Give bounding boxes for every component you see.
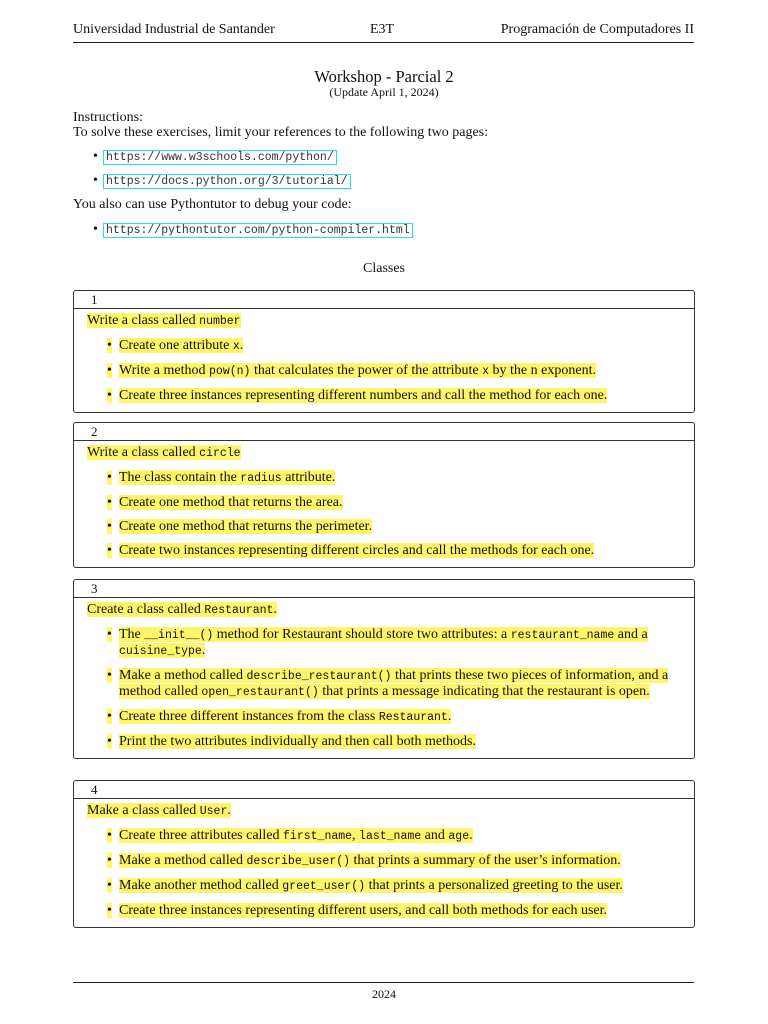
python-docs-link[interactable]: https://docs.python.org/3/tutorial/ xyxy=(103,174,351,189)
text-run: by the n exponent. xyxy=(489,363,596,378)
list-item xyxy=(107,828,682,844)
page-title: Workshop - Parcial 2 xyxy=(314,67,454,86)
highlighted-text xyxy=(87,445,241,460)
highlighted-text xyxy=(119,495,343,510)
code-snippet: radius xyxy=(240,472,282,485)
highlighted-text xyxy=(87,313,241,328)
text-run: Create one attribute xyxy=(119,338,233,353)
bullet-icon: • xyxy=(107,543,112,558)
text-run: . xyxy=(227,803,231,818)
text-run: that prints a summary of the user’s information. xyxy=(350,853,621,868)
highlighted-text xyxy=(119,470,335,485)
code-snippet: restaurant_name xyxy=(510,629,615,642)
list-item xyxy=(107,363,682,379)
section-title: Classes xyxy=(363,261,405,276)
text-run: attribute. xyxy=(281,470,336,485)
highlighted-text xyxy=(87,602,277,617)
bullet-icon: • xyxy=(107,470,112,485)
code-snippet: Restaurant xyxy=(378,711,448,724)
code-snippet: first_name xyxy=(283,830,353,843)
code-snippet: greet_user() xyxy=(282,880,366,893)
exercise-number: 4 xyxy=(91,782,98,797)
exercise-box-4 xyxy=(73,780,695,928)
highlighted-text xyxy=(119,668,668,699)
text-run: Create two instances representing different circles and call the methods for each one. xyxy=(119,543,595,558)
text-run: Create three different instances from the class xyxy=(119,709,379,724)
exercise-task-list xyxy=(87,338,682,403)
bullet-icon: • xyxy=(107,668,112,683)
bullet-icon: • xyxy=(93,222,98,237)
list-item xyxy=(107,668,682,700)
text-run: Make a class called xyxy=(87,803,200,818)
highlighted-text xyxy=(119,734,476,749)
text-run: that calculates the power of the attribute xyxy=(250,363,483,378)
list-item xyxy=(107,853,682,869)
bullet-icon: • xyxy=(107,709,112,724)
text-run: , xyxy=(352,828,360,843)
exercise-number: 3 xyxy=(91,581,98,596)
text-run: Create one method that returns the area. xyxy=(119,495,343,510)
code-snippet: open_restaurant() xyxy=(201,686,319,699)
page-footer: 2024 xyxy=(372,987,396,1001)
list-item xyxy=(107,470,682,486)
text-run: that prints a message indicating that the restaurant is open. xyxy=(318,684,650,699)
text-run: and a xyxy=(614,627,648,642)
exercise-task-list xyxy=(87,470,682,558)
text-run: Create one method that returns the perimeter. xyxy=(119,519,373,534)
code-snippet: age xyxy=(448,830,470,843)
text-run: Make a method called xyxy=(119,853,247,868)
page-subtitle: (Update April 1, 2024) xyxy=(329,85,439,99)
header-university: Universidad Industrial de Santander xyxy=(73,22,275,37)
highlighted-text xyxy=(119,709,451,724)
highlighted-text xyxy=(119,388,607,403)
text-run: and xyxy=(421,828,449,843)
code-snippet: describe_user() xyxy=(246,855,351,868)
code-snippet: User xyxy=(199,805,228,818)
highlighted-text xyxy=(119,878,623,893)
exercise-task-list xyxy=(87,828,682,918)
exercise-number: 2 xyxy=(91,424,98,439)
exercise-header xyxy=(74,423,694,441)
exercise-intro xyxy=(87,445,682,462)
text-run: . xyxy=(447,709,452,724)
code-snippet: x xyxy=(232,340,240,353)
highlighted-text xyxy=(119,519,372,534)
exercise-box-1 xyxy=(73,290,695,413)
text-run: . xyxy=(469,828,473,843)
bullet-icon: • xyxy=(107,495,112,510)
exercise-header xyxy=(74,781,694,799)
header-course: Programación de Computadores II xyxy=(500,22,694,37)
header-rule xyxy=(73,42,694,43)
text-run: . xyxy=(273,602,277,617)
text-run: Print the two attributes individually and then call both methods. xyxy=(119,734,476,749)
exercise-header xyxy=(74,291,694,309)
list-item xyxy=(107,878,682,894)
code-snippet: pow(n) xyxy=(209,365,251,378)
exercise-box-2 xyxy=(73,422,695,568)
code-snippet: x xyxy=(482,365,490,378)
exercise-task-list xyxy=(87,627,682,749)
text-run: The xyxy=(119,627,145,642)
text-run: Write a method xyxy=(119,363,210,378)
text-run: that prints a personalized greeting to the user. xyxy=(365,878,623,893)
highlighted-text xyxy=(87,803,231,818)
bullet-icon: • xyxy=(107,388,112,403)
list-item xyxy=(107,495,682,510)
highlighted-text xyxy=(119,543,594,558)
debug-text: You also can use Pythontutor to debug your code: xyxy=(73,197,352,212)
exercise-body xyxy=(74,598,694,749)
exercise-box-3 xyxy=(73,579,695,759)
exercise-intro xyxy=(87,313,682,330)
bullet-icon: • xyxy=(107,734,112,749)
highlighted-text xyxy=(119,363,596,378)
code-snippet: number xyxy=(199,315,241,328)
page-header xyxy=(73,22,694,42)
text-run: Write a class called xyxy=(87,445,200,460)
bullet-icon: • xyxy=(107,828,112,843)
bullet-icon: • xyxy=(107,338,112,353)
list-item xyxy=(107,734,682,749)
text-run: Create three attributes called xyxy=(119,828,284,843)
highlighted-text xyxy=(119,338,243,353)
bullet-icon: • xyxy=(93,173,98,188)
highlighted-text xyxy=(119,903,607,918)
text-run: Create three instances representing different users, and call both methods for each user. xyxy=(119,903,608,918)
list-item xyxy=(107,903,682,918)
list-item xyxy=(107,388,682,403)
highlighted-text xyxy=(119,828,473,843)
exercise-number: 1 xyxy=(91,292,98,307)
text-run: Write a class called xyxy=(87,313,200,328)
highlighted-text xyxy=(119,627,648,658)
list-item xyxy=(107,519,682,534)
exercise-intro xyxy=(87,803,682,820)
pythontutor-link[interactable]: https://pythontutor.com/python-compiler.html xyxy=(103,223,413,238)
highlighted-text xyxy=(119,853,621,868)
text-run: . xyxy=(201,643,206,658)
code-snippet: circle xyxy=(199,447,241,460)
text-run: method for Restaurant should store two attributes: a xyxy=(213,627,511,642)
exercise-body xyxy=(74,799,694,918)
exercise-intro xyxy=(87,602,682,619)
exercise-body xyxy=(74,309,694,403)
header-school: E3T xyxy=(370,22,395,37)
text-run: The class contain the xyxy=(119,470,241,485)
code-snippet: __init__() xyxy=(144,629,214,642)
text-run: that prints these two pieces of information, and a method called xyxy=(119,668,669,699)
bullet-icon: • xyxy=(107,627,112,642)
bullet-icon: • xyxy=(107,878,112,893)
code-snippet: Restaurant xyxy=(204,604,274,617)
exercise-body xyxy=(74,441,694,558)
bullet-icon: • xyxy=(107,903,112,918)
text-run: Create a class called xyxy=(87,602,205,617)
text-run: Create three instances representing different numbers and call the method for each one. xyxy=(119,388,608,403)
text-run: Make a method called xyxy=(119,668,247,683)
text-run: . xyxy=(239,338,244,353)
bullet-icon: • xyxy=(107,363,112,378)
footer-rule xyxy=(73,982,694,983)
code-snippet: describe_restaurant() xyxy=(246,670,392,683)
instructions-text: To solve these exercises, limit your references to the following two pages: xyxy=(73,125,489,140)
w3schools-link[interactable]: https://www.w3schools.com/python/ xyxy=(103,150,337,165)
bullet-icon: • xyxy=(107,519,112,534)
code-snippet: cuisine_type xyxy=(119,645,202,658)
list-item xyxy=(107,709,682,725)
text-run: Make another method called xyxy=(119,878,283,893)
code-snippet: last_name xyxy=(359,830,422,843)
exercise-header xyxy=(74,580,694,598)
instructions-heading: Instructions: xyxy=(73,110,143,125)
list-item xyxy=(107,627,682,659)
list-item xyxy=(107,543,682,558)
list-item xyxy=(107,338,682,354)
bullet-icon: • xyxy=(107,853,112,868)
bullet-icon: • xyxy=(93,149,98,164)
